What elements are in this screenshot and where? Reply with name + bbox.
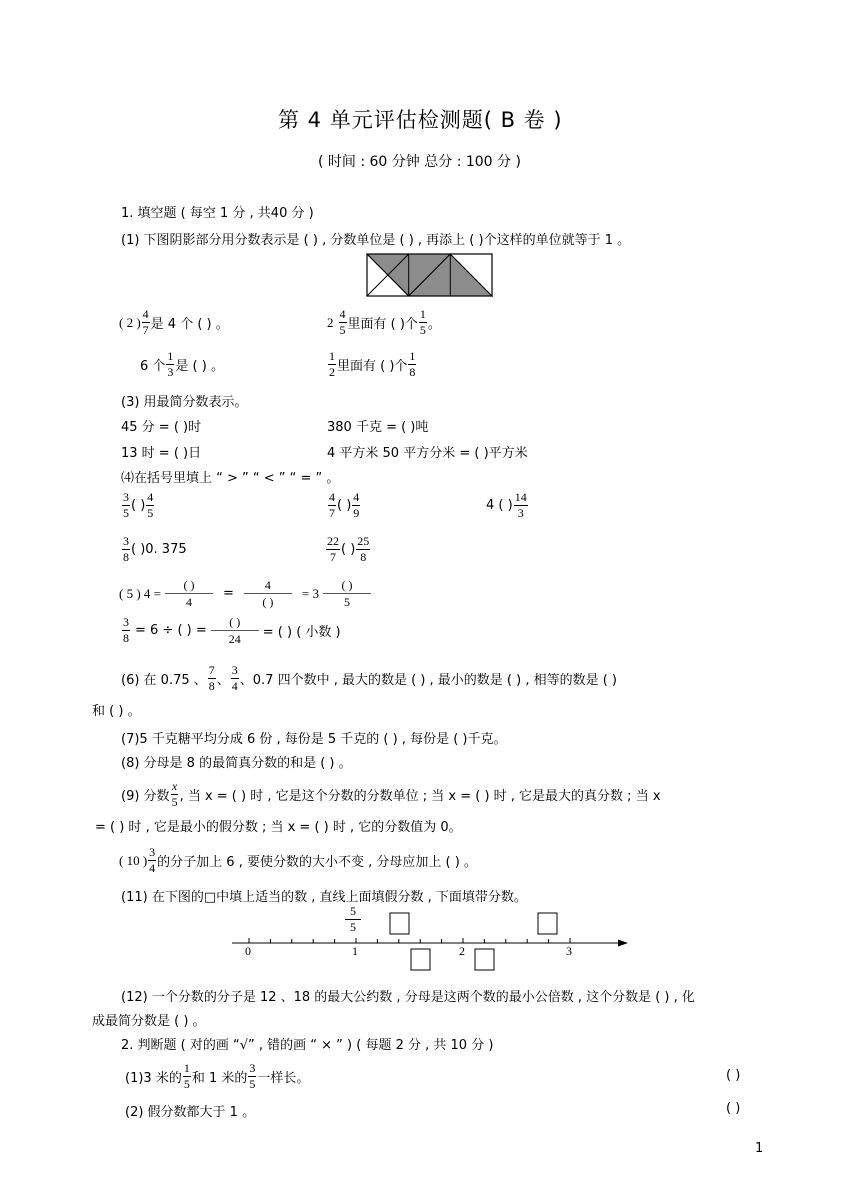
question-1-1: (1) 下图阴影部分用分数表示是 ( ) , 分数单位是 ( ) , 再添上 ( )个这样的单位就等于 1 。 <box>121 233 631 248</box>
question-1-9: (9) 分数 $\frac{x}{5}$ , 当 x = ( ) 时 , 它是这个分数的分数单位 ; 当 x = ( ) 时 , 它是最大的真分数 ; 当 x <box>121 779 661 809</box>
question-1-5b: $\frac{3}{8}$ = 6 ÷ ( ) = $\frac{( )}{24}$ = ( ) ( 小数 ) <box>123 615 341 646</box>
page-subtitle: ( 时间 : 60 分钟 总分 : 100 分 ) <box>318 154 521 170</box>
question-1-5a: ( 5 ) 4 = $\frac{( )}{4}$ = $\frac{4}{( )}$ = 3 $\frac{( )}{5}$ <box>119 578 371 609</box>
question-1-6-cont: 和 ( ) 。 <box>92 704 141 719</box>
question-1-12: (12) 一个分数的分子是 12 、18 的最大公约数 , 分母是这两个数的最小公倍数 , 这个分数是 ( ) , 化 <box>121 990 695 1005</box>
section1-heading: 1. 填空题 ( 每空 1 分 , 共40 分 ) <box>121 206 314 221</box>
question-1-2c: 6 个 $\frac{1}{3}$ 是 ( ) 。 <box>140 349 224 379</box>
question-1-8: (8) 分母是 8 的最简真分数的和是 ( ) 。 <box>121 756 352 771</box>
page-title: 第 4 单元评估检测题( B 卷 ) <box>278 108 563 132</box>
judge-answer-2[interactable]: ( ) <box>726 1101 741 1116</box>
tick-label-1: 1 <box>352 944 358 958</box>
arrow-right-icon <box>618 940 628 947</box>
question-1-12-cont: 成最简分数是 ( ) 。 <box>92 1014 206 1029</box>
question-1-3a: 45 分 = ( )时 <box>121 420 202 435</box>
question-1-2b: 2 $\frac{4}{5}$ 里面有 ( )个 $\frac{1}{5}$ 。 <box>327 307 441 337</box>
number-line-fraction: $\frac{5}{5}$ <box>344 905 362 934</box>
shaded-triangles-figure <box>366 253 494 298</box>
question-1-4c: 4 ( ) $\frac{14}{3}$ <box>486 490 527 520</box>
judge-question-1: (1)3 米的 $\frac{1}{5}$ 和 1 米的 $\frac{3}{5}$ 一样长。 <box>125 1061 310 1091</box>
judge-answer-1[interactable]: ( ) <box>726 1068 741 1083</box>
question-1-7: (7)5 千克糖平均分成 6 份 , 每份是 5 千克的 ( ) , 每份是 ( )千克。 <box>121 732 507 747</box>
tick-label-2: 2 <box>459 944 465 958</box>
question-1-4b: $\frac{4}{7}$ ( ) $\frac{4}{9}$ <box>329 490 360 520</box>
answer-box-below-1 <box>411 949 430 970</box>
answer-box-above-1 <box>390 913 409 934</box>
question-1-9-cont: = ( ) 时 , 它是最小的假分数 ; 当 x = ( ) 时 , 它的分数值为 0。 <box>95 820 462 835</box>
question-1-3: (3) 用最简分数表示。 <box>121 395 248 410</box>
question-1-4: ⑷在括号里填上 “ > ” “ < ” “ = ” 。 <box>121 471 340 486</box>
judge-question-2: (2) 假分数都大于 1 。 <box>125 1105 256 1120</box>
tick-label-3: 3 <box>566 944 572 958</box>
question-1-6: (6) 在 0.75 、 $\frac{7}{8}$ 、 $\frac{3}{4}$ 、0.7 四个数中 , 最大的数是 ( ) , 最小的数是 ( ) , 相等的数是 ( ) <box>121 663 618 693</box>
question-1-10: ( 10 ) $\frac{3}{4}$ 的分子加上 6 , 要使分数的大小不变 , 分母应加上 ( ) 。 <box>119 845 477 875</box>
question-1-3c: 13 时 = ( )日 <box>121 446 202 461</box>
question-1-4a: $\frac{3}{5}$ ( ) $\frac{4}{5}$ <box>123 490 154 520</box>
question-1-3d: 4 平方米 50 平方分米 = ( )平方米 <box>327 446 528 461</box>
question-1-4e: $\frac{22}{7}$ ( ) $\frac{25}{8}$ <box>327 534 370 564</box>
question-1-3b: 380 千克 = ( )吨 <box>327 420 429 435</box>
answer-box-below-2 <box>475 949 494 970</box>
question-1-11: (11) 在下图的□中填上适当的数 , 直线上面填假分数 , 下面填带分数。 <box>121 890 527 905</box>
page-number: 1 <box>755 1141 764 1156</box>
question-1-2d: $\frac{1}{2}$ 里面有 ( )个 $\frac{1}{8}$ <box>329 349 416 379</box>
question-1-4d: $\frac{3}{8}$ ( )0. 375 <box>123 534 187 564</box>
question-1-2a: ( 2 ) $\frac{4}{7}$ 是 4 个 ( ) 。 <box>119 307 229 337</box>
number-line <box>230 905 632 973</box>
tick-label-0: 0 <box>245 944 251 958</box>
answer-box-above-2 <box>538 913 557 934</box>
section2-heading: 2. 判断题 ( 对的画 “√” , 错的画 “ × ” ) ( 每题 2 分 , 共 10 分 ) <box>121 1038 494 1053</box>
